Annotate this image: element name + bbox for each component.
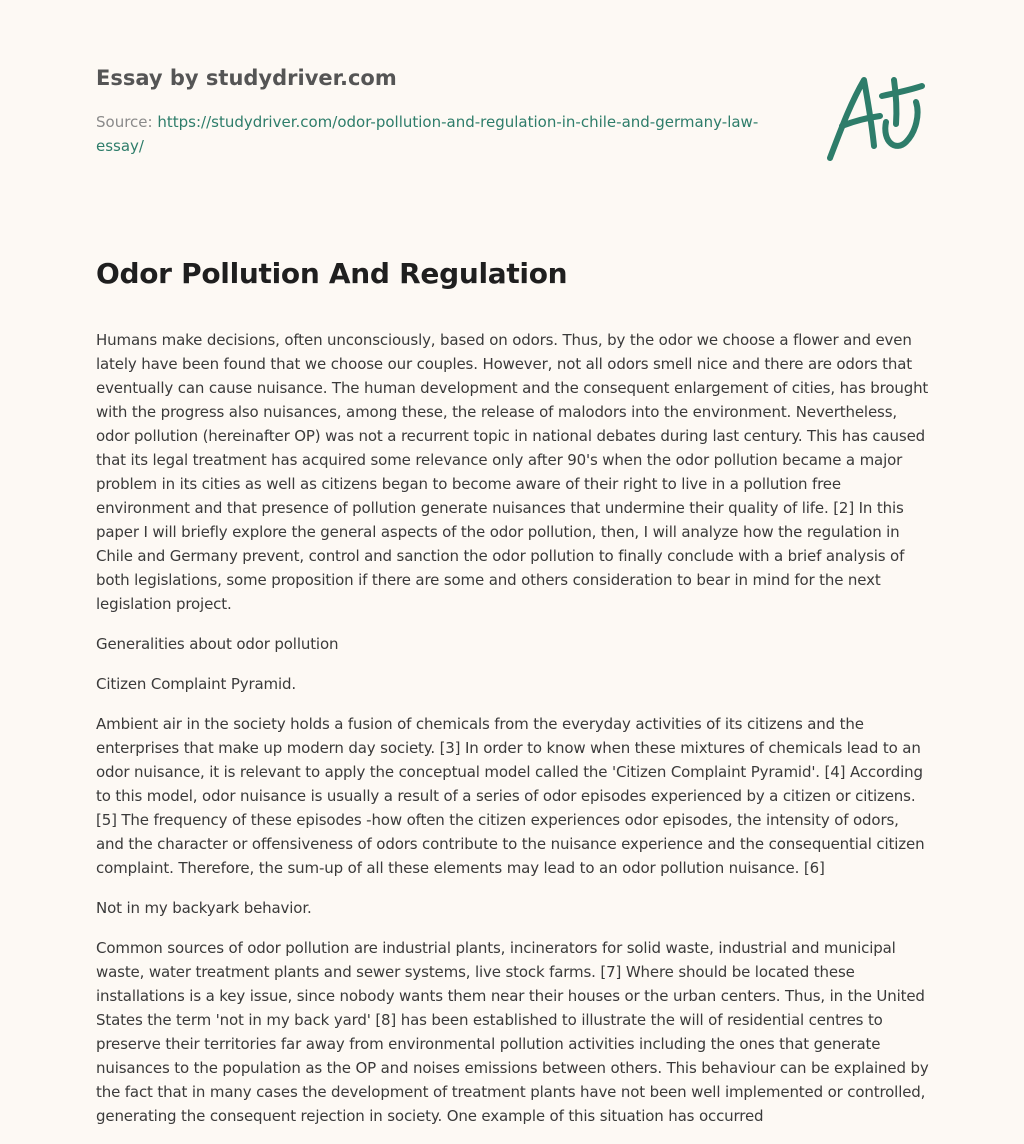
source-label: Source: xyxy=(96,113,153,131)
article xyxy=(96,252,930,1144)
paragraph-ambient-air: Ambient air in the society holds a fusion of chemicals from the everyday activities of its citizens and the enterprises that make up modern day society. [3] In order to know when these mixtures of chemicals lead to an odor nuisance, it is relevant to apply the conceptual model called the 'Citizen Complaint Pyramid'. [4] According to this model, odor nuisance is usually a result of a series of odor episodes experienced by a citizen or citizens. [5] The frequency of these episodes -how often the citizen experiences odor episodes, the intensity of odors, and the character or offensiveness of odors contribute to the nuisance experience and the consequential citizen complaint. Therefore, the sum-up of all these elements may lead to an odor pollution nuisance. [6] xyxy=(96,715,925,877)
a-plus-logo-icon xyxy=(824,66,928,166)
source-line xyxy=(96,110,776,158)
site-title: Essay by studydriver.com xyxy=(96,66,397,90)
page-title: Odor Pollution And Regulation xyxy=(96,257,568,290)
essay-header xyxy=(96,64,796,158)
source-link[interactable]: https://studydriver.com/odor-pollution-and-regulation-in-chile-and-germany-law-essay/ xyxy=(96,113,759,155)
section-heading-backyard: Not in my backyark behavior. xyxy=(96,899,312,917)
section-heading-complaint-pyramid: Citizen Complaint Pyramid. xyxy=(96,675,296,693)
section-heading-generalities: Generalities about odor pollution xyxy=(96,635,339,653)
paragraph-intro: Humans make decisions, often unconsciously, based on odors. Thus, by the odor we choose a flower and even lately have been found that we choose our couples. However, not all odors smell nice and there are odors that eventually can cause nuisance. The human development and the consequent enlargement of cities, has brought with the progress also nuisances, among these, the release of malodors into the environment. Nevertheless, odor pollution (hereinafter OP) was not a recurrent topic in national debates during last century. This has caused that its legal treatment has acquired some relevance only after 90's when the odor pollution became a major problem in its cities as well as citizens began to become aware of their right to live in a pollution free environment and that presence of pollution generate nuisances that undermine their quality of life. [2] In this paper I will briefly explore the general aspects of the odor pollution, then, I will analyze how the regulation in Chile and Germany prevent, control and sanction the odor pollution to finally conclude with a brief analysis of both legislations, some proposition if there are some and others consideration to bear in mind for the next legislation project. xyxy=(96,331,929,613)
paragraph-sources: Common sources of odor pollution are industrial plants, incinerators for solid waste, industrial and municipal waste, water treatment plants and sewer systems, live stock farms. [7] Where should be located these installations is a key issue, since nobody wants them near their houses or the urban centers. Thus, in the United States the term 'not in my back yard' [8] has been established to illustrate the will of residential centres to preserve their territories far away from environmental pollution activities including the ones that generate nuisances to the population as the OP and noises emissions between others. This behaviour can be explained by the fact that in many cases the development of treatment plants have not been well implemented or controlled, generating the consequent rejection in society. One example of this situation has occurred xyxy=(96,939,929,1125)
